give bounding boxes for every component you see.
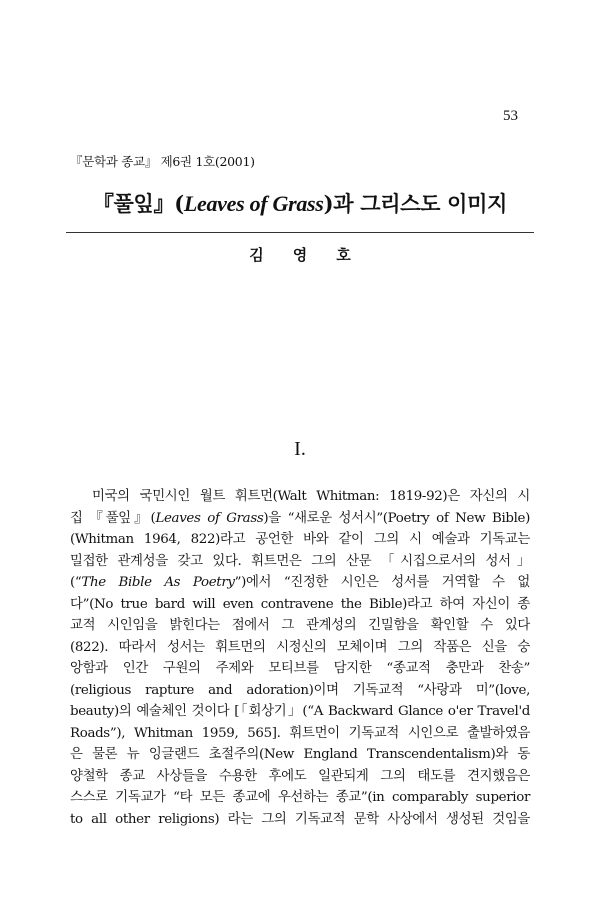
body-line bbox=[70, 787, 530, 809]
section-heading: I. bbox=[294, 438, 306, 460]
text-run: 집 『풀잎』( bbox=[70, 510, 156, 526]
journal-reference: 『문학과 종교』 제6권 1호(2001) bbox=[70, 154, 255, 169]
body-line bbox=[70, 701, 530, 723]
body-line bbox=[70, 744, 530, 766]
author-name: 김영호 bbox=[249, 246, 380, 264]
text-run: 앙함과 인간 구원의 주제와 모티브를 담지한 “종교적 충만과 찬송” bbox=[70, 661, 530, 676]
italic-text: Leaves of Grass bbox=[155, 510, 264, 526]
italic-text: The Bible As Poetry bbox=[81, 575, 235, 590]
body-line bbox=[70, 809, 530, 831]
body-line bbox=[70, 508, 530, 530]
text-run: (822). 따라서 성서는 휘트먼의 시정신의 모체이며 그의 작품은 신을 숭 bbox=[70, 639, 530, 655]
body-line bbox=[70, 680, 530, 702]
body-line bbox=[70, 551, 530, 573]
text-run: 미국의 국민시인 월트 휘트먼(Walt Whitman: 1819-92)은 자신의 시 bbox=[92, 489, 530, 504]
body-line bbox=[70, 572, 530, 594]
text-run: )을 “새로운 성서시”(Poetry of New Bible) bbox=[263, 510, 530, 526]
title-divider bbox=[66, 232, 534, 233]
body-line bbox=[70, 594, 530, 616]
body-line bbox=[70, 766, 530, 788]
title-prefix: 『풀잎』( bbox=[92, 191, 184, 216]
body-line bbox=[70, 529, 530, 551]
title-suffix: )과 그리스도 이미지 bbox=[323, 191, 508, 216]
page-number: 53 bbox=[503, 108, 518, 124]
body-line bbox=[70, 486, 530, 508]
text-run: 스스로 기독교가 “타 모든 종교에 우선하는 종교”(in comparably superior bbox=[70, 790, 530, 805]
text-run: 다”(No true bard will even contravene the Bible)라고 하여 자신이 종 bbox=[70, 596, 530, 612]
text-run: 은 물론 뉴 잉글랜드 초절주의(New England Transcendentalism)와 동 bbox=[70, 747, 530, 762]
article-title bbox=[0, 188, 600, 218]
text-run: beauty)의 예술체인 것이다 [「회상기」(“A Backward Glance o'er Travel'd bbox=[70, 704, 530, 719]
text-run: ”)에서 “진정한 시인은 성서를 거역할 수 없 bbox=[234, 575, 530, 590]
text-run: 밀접한 관계성을 갖고 있다. 휘트먼은 그의 산문 「시집으로서의 성서」 bbox=[70, 553, 530, 569]
text-run: 양철학 종교 사상들을 수용한 후에도 일관되게 그의 태도를 견지했음은 bbox=[70, 768, 530, 784]
text-run: (“ bbox=[70, 575, 82, 590]
text-run: 교적 시인임을 밝힌다는 점에서 그 관계성의 긴밀함을 확인할 수 있다 bbox=[70, 618, 530, 633]
body-line bbox=[70, 637, 530, 659]
text-run: (Whitman 1964, 822)라고 공언한 바와 같이 그의 시 예술과 기독교는 bbox=[70, 532, 530, 547]
body-line bbox=[70, 615, 530, 637]
text-run: (religious rapture and adoration)이며 기독교적 “사랑과 미”(love, bbox=[70, 682, 530, 698]
text-run: to all other religions) 라는 그의 기독교적 문학 사상에서 생성된 것임을 bbox=[70, 811, 530, 827]
text-run: Roads”), Whitman 1959, 565]. 휘트먼이 기독교적 시인으로 출발하였음 bbox=[70, 725, 530, 741]
body-line bbox=[70, 723, 530, 745]
body-paragraph bbox=[70, 486, 530, 830]
title-latin: Leaves of Grass bbox=[183, 191, 324, 216]
body-line bbox=[70, 658, 530, 680]
